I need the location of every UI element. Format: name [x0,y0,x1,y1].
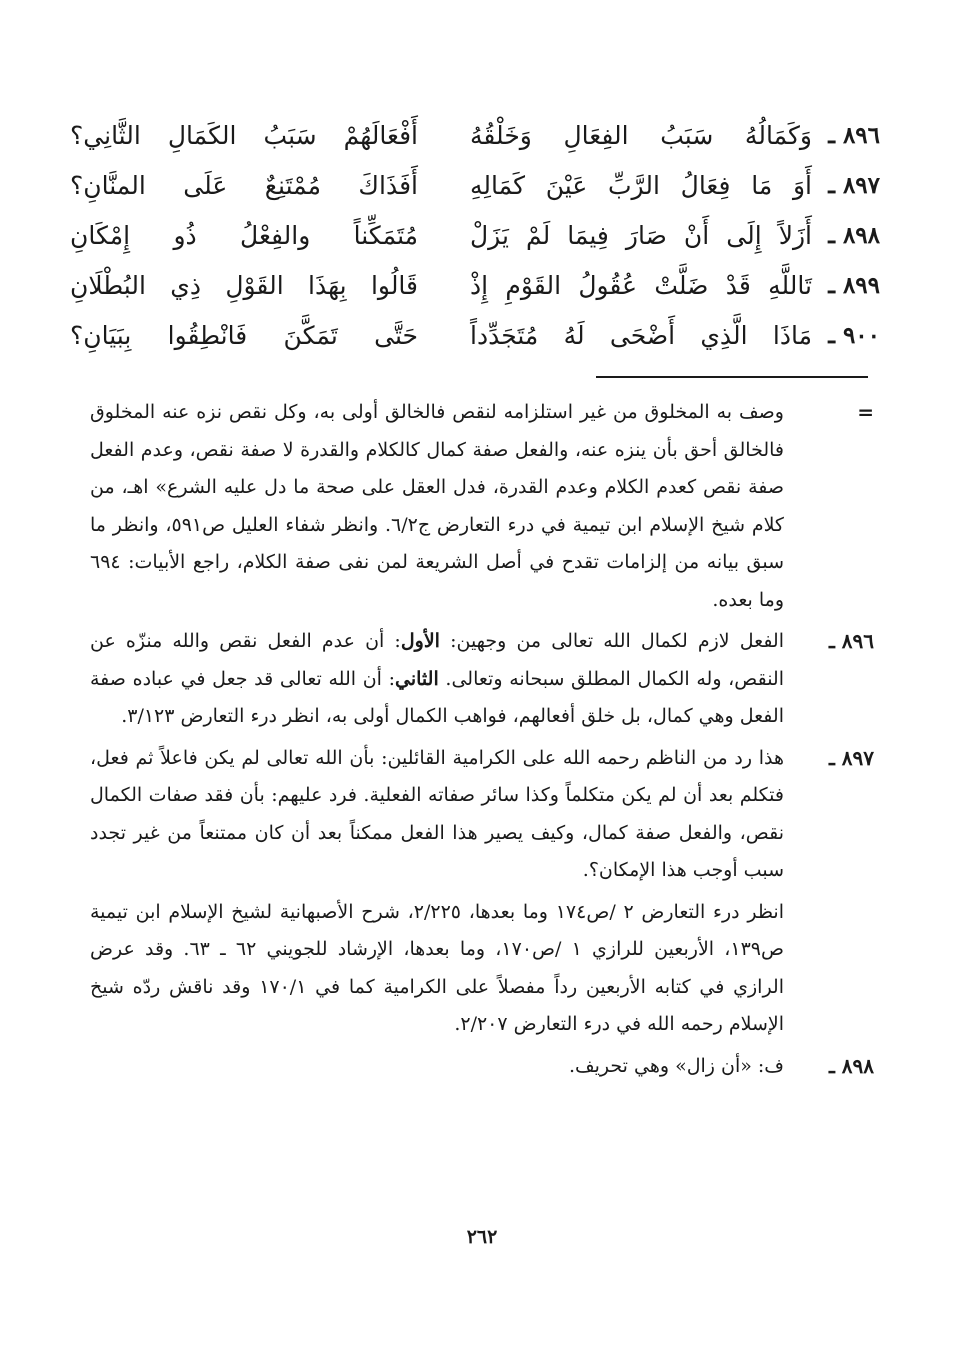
text-span: : أن عدم الفعل نقص والله منزّه عن النقص، وله الكمال المطلق سبحانه وتعالى. [90,630,784,690]
bold-label-second: الثاني [395,667,439,690]
footnote-text: ف: «أن زال» وهي تحريف. [568,1054,784,1077]
verse-number: ٨٩٧ ـ [828,171,880,199]
verse-second-hemistich: حَتَّى تَمَكَّنَ فَانْطِقُوا بِبَيَانِ؟ [70,320,418,350]
verse-first-hemistich: تَاللَّهِ قَدْ ضَلَّتْ عُقُولُ القَوْمِ إِذْ [470,270,812,300]
continuation-marker: = [857,400,874,424]
verse-number: ٩٠٠ ـ [828,321,880,349]
verse-number: ٨٩٨ ـ [828,221,880,249]
verse-first-hemistich: أَوَ مَا فِعَالُ الرَّبِّ عَيْنَ كَمَالِهِ [470,170,812,200]
footnote-text [90,623,784,736]
text-span: الفعل لازم لكمال الله تعالى من وجهين: [439,630,784,652]
verse-second-hemistich: أَفَذَاكَ مُمْتَنِعٌ عَلَى المنَّانِ؟ [70,170,418,200]
footnote-continuation [90,394,874,619]
verse-row [70,210,880,260]
verse-number: ٨٩٩ ـ [828,271,880,299]
verse-second-hemistich: مُتَمَكِّناً والفِعْلُ ذُو إِمْكَانِ [70,220,418,250]
verse-row [70,160,880,210]
verse-first-hemistich: أَزَلاً إِلَى أَنْ صَارَ فِيمَا لَمْ يَزَلْ [470,220,812,250]
footnote-references: انظر درء التعارض ٢ /ص١٧٤ وما بعدها، ٢/٢٢٥، شرح الأصبهانية لشيخ الإسلام ابن تيمية ص١٣٩، الأربعين للرازي ١ /ص١٧٠، وما بعدها، الإرشاد للجويني ٦٢ ـ ٦٣. وقد عرض الرازي في كتابه الأربعين رداً مفصلاً على الكرامية كما في ١٧٠/١ وقد ناقش ردّه شيخ الإسلام رحمه الله في درء التعارض ٢/٢٠٧. [90,900,784,1035]
footnotes [90,394,874,1089]
verse-block [70,110,880,360]
verse-row [70,310,880,360]
verse-number: ٨٩٦ ـ [828,121,880,149]
verse-second-hemistich: قَالُوا بِهَذَا القَوْلِ ذِي البُطْلَانِ [70,270,418,300]
verse-row [70,260,880,310]
bold-label-first: الأول [400,630,440,652]
footnote-897 [90,740,874,1044]
footnote-number: ٨٩٦ ـ [828,629,874,653]
verse-first-hemistich: وَكَمَالُهُ سَبَبُ الفِعَالِ وَخَلْقُهُ [470,120,812,150]
text-span: : أن الله تعالى قد جعل في عباده صفة الفعل وهي كمال، بل خلق أفعالهم، فواهب الكمال أولى به، انظر درء التعارض ٣/١٢٣. [90,667,784,727]
verse-row [70,110,880,160]
verse-first-hemistich: مَاذَا الَّذِي أَضْحَى لَهُ مُتَجَدِّداً [470,320,812,350]
page-number: ٢٦٢ [466,1226,498,1248]
footnote-divider [596,376,868,378]
footnote-number: ٨٩٧ ـ [828,745,874,770]
footnote-898 [90,1048,874,1086]
footnote-paragraph: هذا رد من الناظم رحمه الله على الكرامية القائلين: بأن الله تعالى لم يكن فاعلاً ثم فعل، فتكلم بعد أن لم يكن متكلماً وكذا سائر صفاته الفعلية. فرد عليهم: بأن فقد صفات الكمال نقص، والفعل صفة كمال، وكيف يصير هذا الفعل ممكناً بعد أن كان ممتنعاً من غير تجدد سبب أوجب هذا الإمكان؟. [90,746,784,881]
verse-second-hemistich: أَفْعَالَهُمْ سَبَبُ الكَمَالِ الثَّانِي؟ [70,120,418,150]
footnote-number: ٨٩٨ ـ [828,1053,874,1078]
footnote-text: وصف به المخلوق من غير استلزامه لنقص فالخالق أولى به، وكل نقص نزه عنه المخلوق فالخالق أحق بأن ينزه عنه، والفعل صفة كمال كالكلام والقدرة لا صفة نقص، وعدم الفعل صفة نقص كعدم الكلام وعدم القدرة، فدل العقل على صحة ما دل عليه الشرع» اهـ، من كلام شيخ الإسلام ابن تيمية في درء التعارض ج٦/٢. وانظر شفاء العليل ص٥٩١، وانظر ما سبق بيانه من إلزامات تقدح في أصل الشريعة لمن نفى صفة الكلام، راجع الأبيات: ٦٩٤ وما بعده. [90,401,784,611]
footnote-896 [90,623,874,736]
